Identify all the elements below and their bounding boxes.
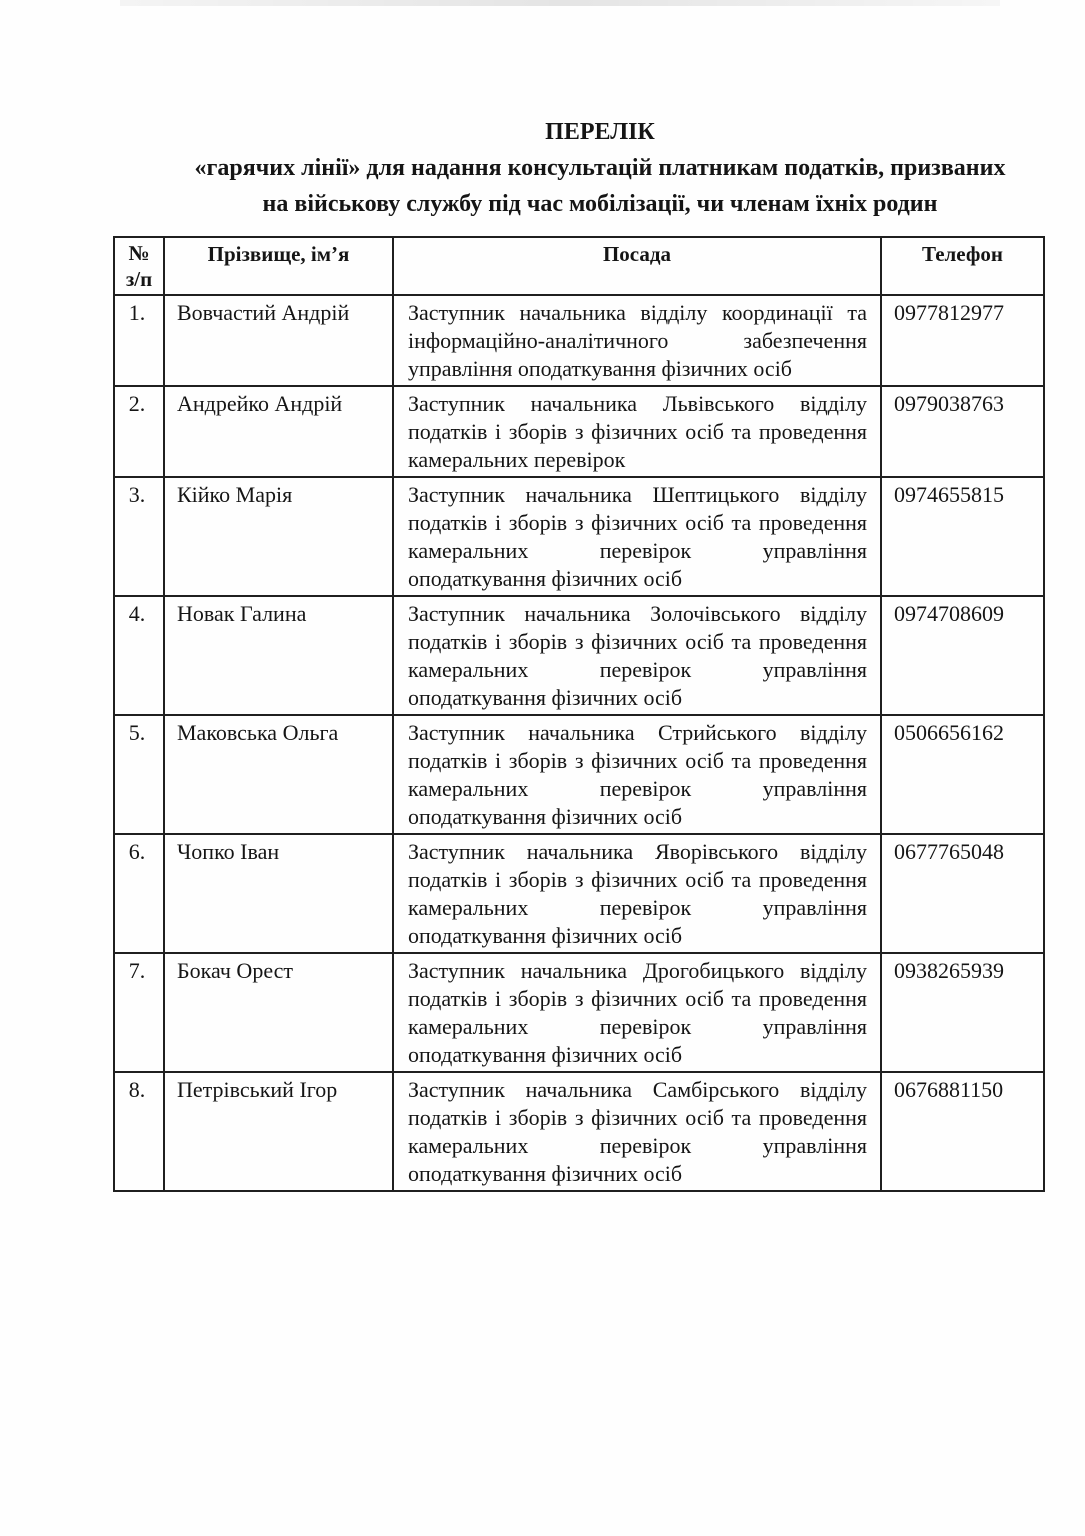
name-cell: Андрейко Андрій	[164, 386, 393, 477]
row-number-cell: 5.	[114, 715, 164, 834]
phone-cell: 0979038763	[881, 386, 1044, 477]
position-cell: Заступник начальника Яворівського відділу податків і зборів з фізичних осіб та проведення камеральних перевірок управління оподаткування фізичних осіб	[393, 834, 881, 953]
phone-cell: 0974655815	[881, 477, 1044, 596]
header-num	[114, 237, 164, 295]
hotlines-table	[113, 236, 1045, 1192]
table-row	[114, 715, 1044, 834]
header-phone: Телефон	[881, 237, 1044, 295]
name-cell: Новак Галина	[164, 596, 393, 715]
row-number-cell: 2.	[114, 386, 164, 477]
table-row	[114, 834, 1044, 953]
title-line-3: на військову службу під час мобілізації, чи членам їхніх родин	[262, 191, 938, 217]
name-cell: Вовчастий Андрій	[164, 295, 393, 386]
row-number-cell: 8.	[114, 1072, 164, 1191]
position-cell: Заступник начальника Львівського відділу податків і зборів з фізичних осіб та проведення камеральних перевірок	[393, 386, 881, 477]
table-row	[114, 295, 1044, 386]
phone-cell: 0676881150	[881, 1072, 1044, 1191]
table-row	[114, 1072, 1044, 1191]
table-row	[114, 596, 1044, 715]
scan-artifact	[120, 0, 1000, 6]
name-cell: Петрівський Ігор	[164, 1072, 393, 1191]
name-cell: Бокач Орест	[164, 953, 393, 1072]
row-number-cell: 6.	[114, 834, 164, 953]
table-row	[114, 477, 1044, 596]
position-cell: Заступник начальника Дрогобицького відділу податків і зборів з фізичних осіб та проведення камеральних перевірок управління оподаткування фізичних осіб	[393, 953, 881, 1072]
row-number-cell: 7.	[114, 953, 164, 1072]
row-number-cell: 1.	[114, 295, 164, 386]
position-cell: Заступник начальника Шептицького відділу податків і зборів з фізичних осіб та проведення камеральних перевірок управління оподаткування фізичних осіб	[393, 477, 881, 596]
position-cell: Заступник начальника Стрийського відділу податків і зборів з фізичних осіб та проведення камеральних перевірок управління оподаткування фізичних осіб	[393, 715, 881, 834]
phone-cell: 0677765048	[881, 834, 1044, 953]
position-cell: Заступник начальника Золочівського відділу податків і зборів з фізичних осіб та проведення камеральних перевірок управління оподаткування фізичних осіб	[393, 596, 881, 715]
header-position: Посада	[393, 237, 881, 295]
row-number-cell: 4.	[114, 596, 164, 715]
document-title	[130, 0, 1070, 222]
header-num-line1: №	[128, 241, 150, 265]
position-cell: Заступник начальника Самбірського відділу податків і зборів з фізичних осіб та проведення камеральних перевірок управління оподаткування фізичних осіб	[393, 1072, 881, 1191]
phone-cell: 0977812977	[881, 295, 1044, 386]
header-num-line2: з/п	[125, 267, 153, 291]
phone-cell: 0938265939	[881, 953, 1044, 1072]
phone-cell: 0974708609	[881, 596, 1044, 715]
row-number-cell: 3.	[114, 477, 164, 596]
table-row	[114, 386, 1044, 477]
name-cell: Маковська Ольга	[164, 715, 393, 834]
name-cell: Кійко Марія	[164, 477, 393, 596]
table-row	[114, 953, 1044, 1072]
header-name: Прізвище, ім’я	[164, 237, 393, 295]
name-cell: Чопко Іван	[164, 834, 393, 953]
title-line-2: «гарячих лінії» для надання консультацій платникам податків, призваних	[194, 155, 1006, 181]
title-line-1: ПЕРЕЛІК	[545, 119, 655, 145]
table-body	[114, 295, 1044, 1191]
table-header-row	[114, 237, 1044, 295]
position-cell: Заступник начальника відділу координації та інформаційно-аналітичного забезпечення управління оподаткування фізичних осіб	[393, 295, 881, 386]
phone-cell: 0506656162	[881, 715, 1044, 834]
